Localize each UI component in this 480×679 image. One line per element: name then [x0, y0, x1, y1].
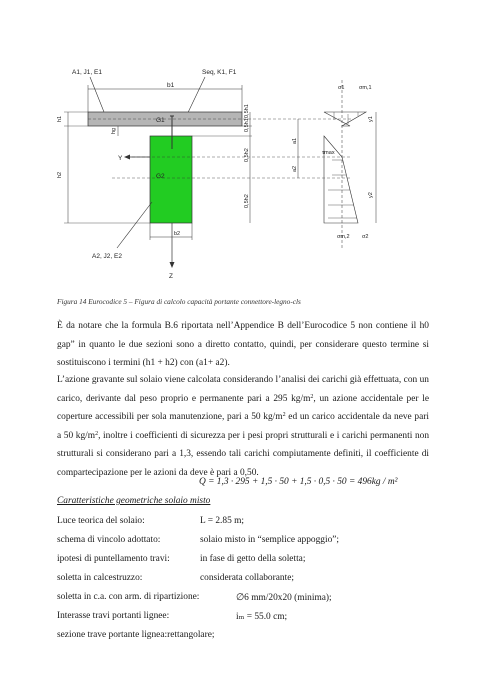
figure-label-y2: y2	[368, 192, 374, 198]
row-value: L = 2.85 m;	[200, 516, 244, 526]
loads-text-1: L’azione gravante sul solaio viene calcolata considerando l’analisi dei carichi già effettuata, con un carico, derivante dal peso proprio e permanente pari a 295 kg/m	[57, 375, 429, 404]
figure-label-05h2-b: 0,5h2	[244, 194, 250, 208]
figure-label-hg: hg	[111, 127, 117, 134]
figure-label-a2-j2-e2: A2, J2, E2	[92, 253, 122, 260]
loads-text-3: ed un carico accidentale da neve pari a 50 kg/m	[57, 412, 429, 441]
figure-label-a2: a2	[292, 165, 298, 172]
section-heading: Caratteristiche geometriche solaio misto	[57, 496, 211, 506]
figure-label-y-axis: Y	[118, 155, 123, 162]
figure-label-05h2-a: 0,5h2	[244, 148, 250, 162]
figure-label-g1: G1	[156, 117, 165, 124]
composite-section-figure	[52, 50, 392, 290]
figure-caption: Figura 14 Eurocodice 5 – Figura di calcolo capacità portante connettore-legno-cls	[57, 297, 301, 306]
row-label: sezione trave portante lignea:rettangolare;	[57, 630, 215, 640]
row-label: Interasse travi portanti lignee:	[57, 611, 170, 621]
row-label: soletta in c.a. con arm. di ripartizione:	[57, 592, 200, 602]
figure-label-05h1-b: 0,5h1	[244, 118, 250, 132]
paragraph-note: È da notare che la formula B.6 riportata nell’Appendice B dell’Eurocodice 5 non contiene il h0 gap” in quanto le due sezioni sono a diretto contatto, quindi, per considerare questo termine si sostituiscono i termini (h1 + h2) con (a1+ a2).	[57, 321, 429, 369]
figure-label-tau-max: τmax	[322, 150, 335, 156]
figure-label-g2: G2	[156, 173, 165, 180]
row-label: soletta in calcestruzzo:	[57, 573, 143, 583]
row-label: schema di vincolo adottato:	[57, 535, 161, 545]
figure-label-a1-j1-e1: A1, J1, E1	[72, 69, 102, 76]
figure-label-sigma-m1: σm,1	[359, 85, 372, 91]
row-value: in fase di getto della soletta;	[200, 554, 306, 564]
figure-label-h1: h1	[57, 115, 63, 122]
figure-label-sigma-m2: σm,2	[337, 234, 350, 240]
row-value: considerata collaborante;	[200, 573, 294, 583]
superscript: 2	[282, 412, 286, 419]
loads-text-4: , inoltre i coefficienti di sicurezza per i pesi propri strutturali e i carichi permanenti non strutturali si considerano pari a 1,3, essendo tali carichi compiutamente definiti, il coefficiente di compartecipazione per le azioni da deve è pari a 0,50.	[57, 430, 430, 478]
row-value: ∅6 mm/20x20 (minima);	[236, 593, 332, 603]
figure-label-05h1-a: 0,5h1	[244, 104, 250, 118]
figure-label-sigma1: σ1	[338, 85, 345, 91]
figure-label-sigma2: σ2	[362, 234, 369, 240]
figure-label-b2: b2	[174, 231, 181, 237]
load-formula: Q = 1,3 · 295 + 1,5 · 50 + 1,5 · 0,5 · 50 = 496kg / m²	[199, 477, 398, 487]
figure-label-b1: b1	[167, 82, 175, 89]
figure-label-seq-k1-f1: Seq, K1, F1	[202, 69, 237, 76]
superscript: 2	[95, 430, 99, 437]
row-label: ipotesi di puntellamento travi:	[57, 554, 170, 564]
paragraph-loads	[57, 371, 429, 483]
figure-label-a1: a1	[292, 137, 298, 144]
row-value: solaio misto in “semplice appoggio”;	[200, 535, 340, 545]
loads-text-2: , un azione accidentale per le coperture accessibili per sola manutenzione, pari a 50 kg/m	[57, 393, 430, 423]
figure-label-z-axis: Z	[169, 273, 173, 280]
row-value: iₘ = 55.0 cm;	[236, 612, 288, 622]
figure-label-h2: h2	[57, 171, 63, 178]
superscript: 2	[310, 393, 314, 400]
figure-label-y1: y1	[368, 116, 374, 122]
row-label: Luce teorica del solaio:	[57, 516, 145, 526]
